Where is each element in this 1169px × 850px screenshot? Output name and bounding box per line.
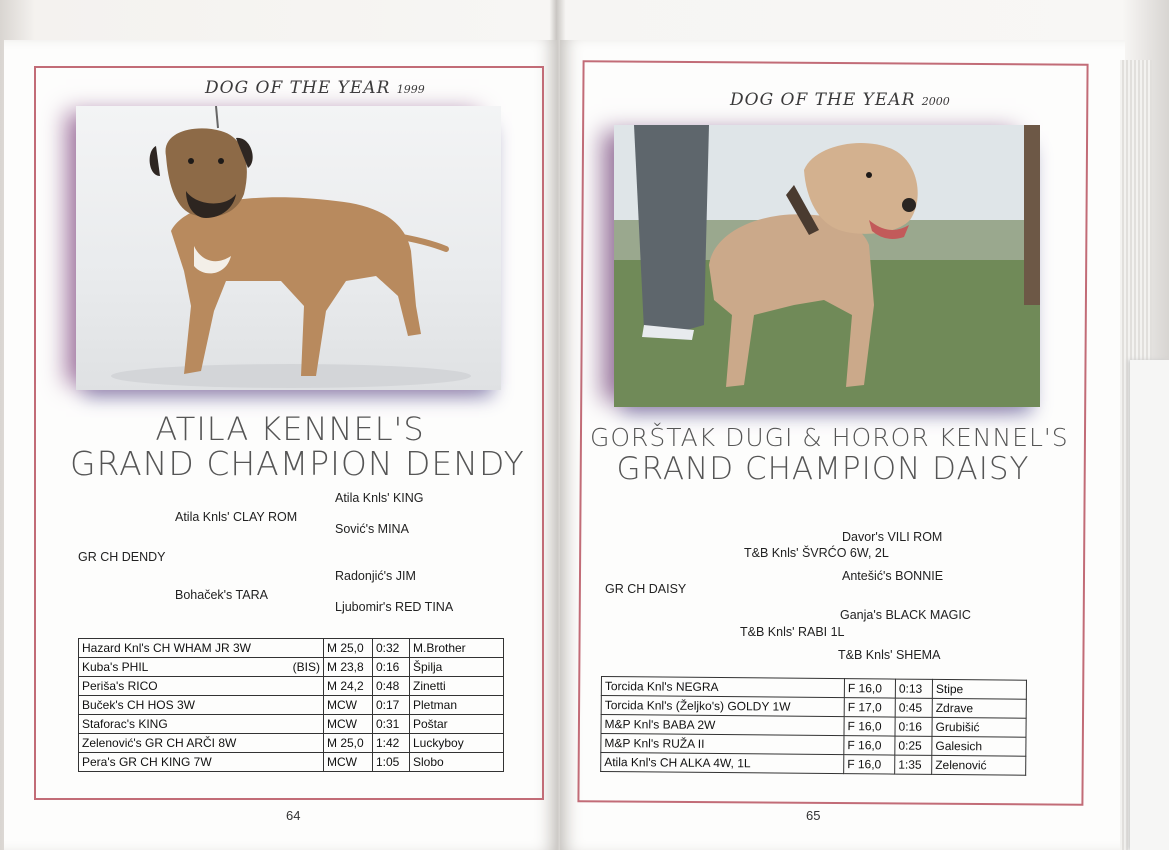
cell-time: 0:48: [373, 677, 410, 696]
right-pedigree-dam-sire: Ganja's BLACK MAGIC: [840, 608, 971, 622]
right-page-number: 65: [806, 808, 821, 823]
cell-category: F 17,0: [844, 698, 895, 717]
table-row: [79, 734, 504, 753]
right-header-text: DOG OF THE YEAR: [730, 90, 916, 110]
cell-category: MCW: [324, 715, 373, 734]
dog-dendy-illustration: [76, 106, 501, 390]
right-pedigree-dam-dam: T&B Knls' SHEMA: [838, 648, 941, 662]
table-row: [79, 658, 504, 677]
cell-time: 1:42: [373, 734, 410, 753]
cell-time: 0:32: [373, 639, 410, 658]
cell-dog: Staforac's KING: [79, 715, 324, 734]
right-title-line2: GRAND CHAMPION DAISY: [616, 451, 1030, 487]
cell-handler: Galesich: [932, 736, 1026, 756]
cell-handler: Grubišić: [932, 717, 1026, 737]
cell-time: 1:05: [373, 753, 410, 772]
cell-category: M 23,8: [324, 658, 373, 677]
dog-daisy-illustration: [614, 125, 1040, 407]
cell-dog-name: Hazard Knl's CH WHAM JR 3W: [82, 641, 251, 655]
back-sheet: [1130, 360, 1169, 850]
cell-category: F 16,0: [844, 755, 895, 774]
left-pedigree-sire: Atila Knls' CLAY ROM: [175, 510, 298, 524]
cell-time: 0:25: [895, 736, 932, 755]
cell-handler: Zdrave: [932, 698, 1026, 718]
left-pedigree-dam: Bohaček's TARA: [175, 588, 268, 602]
cell-handler: Zinetti: [410, 677, 504, 696]
cell-time: 0:31: [373, 715, 410, 734]
cell-dog-note: (BIS): [292, 660, 320, 674]
cell-handler: M.Brother: [410, 639, 504, 658]
left-results-table: [78, 638, 504, 772]
left-header-text: DOG OF THE YEAR: [205, 78, 391, 98]
table-row: [601, 753, 1026, 776]
cell-dog: Torcida Knl's (Željko's) GOLDY 1W: [601, 696, 844, 717]
right-pedigree-dog: GR CH DAISY: [605, 582, 687, 596]
left-pedigree-sire-sire: Atila Knls' KING: [335, 491, 424, 505]
left-page-number: 64: [286, 808, 301, 823]
right-pedigree-sire-sire: Davor's VILI ROM: [842, 530, 943, 544]
cell-dog: Zelenović's GR CH ARČI 8W: [79, 734, 324, 753]
cell-handler: Špilja: [410, 658, 504, 677]
table-row: [79, 715, 504, 734]
right-results-table: [600, 676, 1027, 776]
left-pedigree-dog: GR CH DENDY: [78, 550, 166, 564]
cell-category: M 25,0: [324, 639, 373, 658]
right-header: [730, 90, 950, 110]
cell-dog: Buček's CH HOS 3W: [79, 696, 324, 715]
left-header-year: 1999: [396, 83, 425, 96]
right-title-line1: GORŠTAK DUGI & HOROR KENNEL'S: [590, 423, 1069, 452]
cell-dog: Torcida Knl's NEGRA: [601, 677, 844, 698]
cell-time: 0:16: [895, 717, 932, 736]
left-title-line2: GRAND CHAMPION DENDY: [70, 444, 525, 483]
cell-handler: Pletman: [410, 696, 504, 715]
cell-category: MCW: [324, 696, 373, 715]
left-pedigree-dam-dam: Ljubomir's RED TINA: [335, 600, 454, 614]
cell-category: M 25,0: [324, 734, 373, 753]
left-header: [205, 78, 425, 98]
cell-handler: Luckyboy: [410, 734, 504, 753]
left-title-line1: ATILA KENNEL'S: [155, 410, 425, 448]
cell-dog: Atila Knl's CH ALKA 4W, 1L: [601, 753, 844, 774]
cell-category: F 16,0: [844, 736, 895, 755]
cell-handler: Slobo: [410, 753, 504, 772]
right-pedigree-sire-dam: Antešić's BONNIE: [842, 569, 944, 583]
cell-category: F 16,0: [844, 717, 895, 736]
cell-time: 0:13: [895, 679, 932, 698]
right-header-year: 2000: [921, 95, 950, 108]
cell-dog: [79, 658, 324, 677]
left-dog-photo: [76, 106, 501, 390]
right-pedigree-sire: T&B Knls' ŠVRĆO 6W, 2L: [744, 546, 889, 560]
table-row: [79, 639, 504, 658]
cell-handler: Zelenović: [932, 755, 1026, 775]
cell-time: 0:17: [373, 696, 410, 715]
table-row: [79, 753, 504, 772]
cell-time: 1:35: [895, 755, 932, 774]
table-row: [79, 677, 504, 696]
cell-dog-name: Kuba's PHIL: [82, 660, 149, 674]
table-row: [79, 696, 504, 715]
left-pedigree-sire-dam: Sović's MINA: [335, 522, 409, 536]
cell-category: M 24,2: [324, 677, 373, 696]
right-pedigree-dam: T&B Knls' RABI 1L: [740, 625, 845, 639]
cell-dog: M&P Knl's RUŽA II: [601, 734, 844, 755]
cell-dog: Periša's RICO: [79, 677, 324, 696]
right-dog-photo: [614, 125, 1040, 407]
cell-time: 0:45: [895, 698, 932, 717]
cell-handler: Poštar: [410, 715, 504, 734]
cell-handler: Stipe: [932, 679, 1026, 699]
left-pedigree-dam-sire: Radonjić's JIM: [335, 569, 416, 583]
cell-time: 0:16: [373, 658, 410, 677]
cell-dog: Pera's GR CH KING 7W: [79, 753, 324, 772]
cell-dog: [79, 639, 324, 658]
cell-dog: M&P Knl's BABA 2W: [601, 715, 844, 736]
cell-category: MCW: [324, 753, 373, 772]
cell-category: F 16,0: [844, 679, 895, 698]
